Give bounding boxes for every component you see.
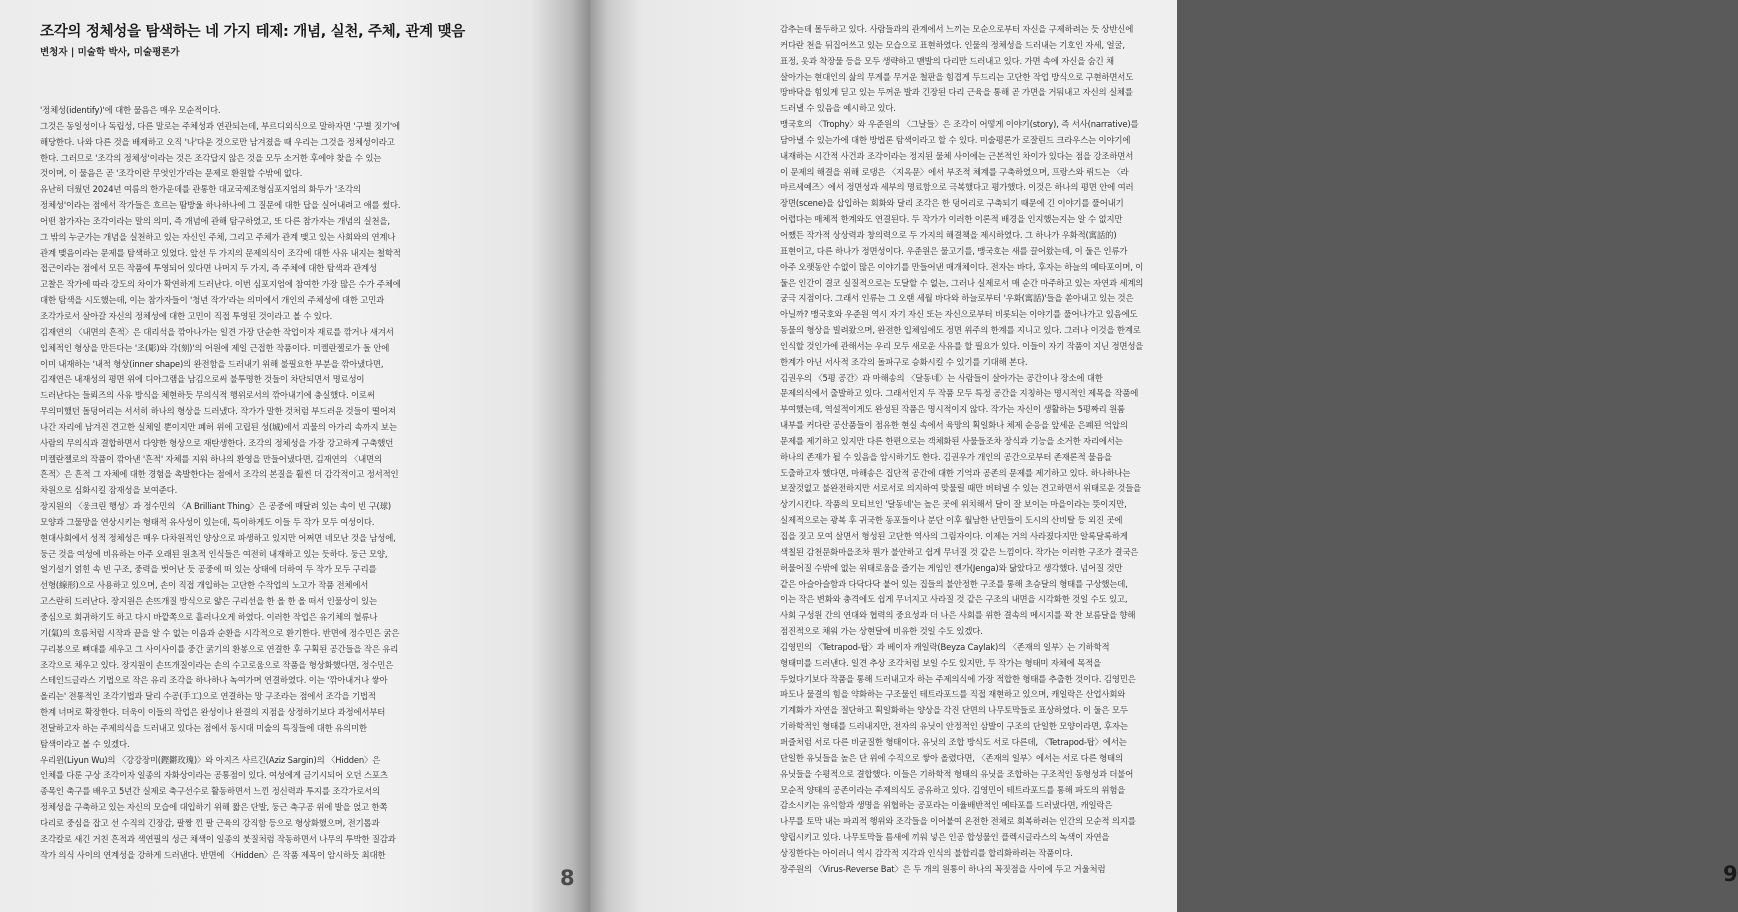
text-line: 그것은 동일성이나 독립성, 다른 말로는 주체성과 연관되는데, 부르디외식으로 말하자면 '구별 짓기'에 (40, 120, 400, 131)
text-line: 종목인 축구를 배우고 5년간 실제로 축구선수로 활동하면서 느낀 정신력과 투지를 조각가로서의 (40, 786, 380, 797)
text-line: 살아가는 현대인의 삶의 무게를 무거운 철판을 힘겹게 두드리는 고단한 작업 방식으로 구현하면서도 (780, 71, 1134, 82)
text-line: 점진적으로 채워 가는 상현달에 비유한 것일 수도 있겠다. (780, 626, 983, 637)
text-line: 전달하고자 하는 주제의식을 드러내고 있다는 점에서 동시대 미술의 특징들에 대한 유의미한 (40, 722, 367, 733)
text-line: 고스란히 드러난다. 장지원은 손뜨개질 방식으로 얇은 구리선을 한 올 한 올 떠서 인물상이 있는 (40, 596, 377, 607)
text-line: 맹국호의 〈Trophy〉와 우준원의 〈그날들〉은 조각이 어떻게 이야기(story), 즉 서사(narrative)를 (780, 119, 1139, 130)
text-line: 나무를 토막 내는 파괴적 행위와 조각들을 이어붙여 온전한 전체로 회복하려는 인간의 모순적 의지를 (780, 816, 1136, 827)
text-line: 구리봉으로 뼈대를 세우고 그 사이사이를 중간 굵기의 환봉으로 연결한 후 구획된 공간들을 작은 유리 (40, 643, 399, 654)
text-line: 흔적〉은 흔적 그 자체에 대한 경험을 촉발한다는 점에서 조각의 본질을 훨씬 더 감각적이고 정서적인 (40, 469, 399, 480)
text-line: 양립시키고 있다. 나무토막들 틈새에 끼워 넣은 인공 합성물인 플렉시글라스의 녹색이 자연을 (780, 832, 1110, 843)
text-line: 커다란 천을 뒤집어쓰고 있는 모습으로 표현하였다. 인물의 정체성을 드러내는 기호인 자세, 얼굴, (780, 39, 1125, 50)
text-line: 궁극 지점이다. 그래서 인류는 그 오랜 세월 바다와 하늘로부터 '우화(寓話)'들을 쏟아내고 있는 것은 (780, 293, 1134, 304)
text-line: 도출하고자 했다면, 마해송은 집단적 공간에 대한 기억과 공존의 문제를 제기하고 있다. 하나하나는 (780, 467, 1131, 478)
text-line: 김권우의 〈5평 공간〉과 마해송의 〈달동네〉는 사람들이 살아가는 공간이나 장소에 대한 (780, 372, 1103, 383)
page-number-left: 8 (560, 866, 575, 890)
text-line: 장지원의 〈웅크린 행성〉과 정수민의 〈A Brilliant Thing〉은 공중에 매달려 있는 속이 빈 구(球) (40, 501, 391, 512)
text-line: 문제를 제기하고 있지만 다른 한편으로는 객체화된 사물들조차 장식과 기능을 소거한 자리에서는 (780, 435, 1123, 446)
text-line: 해당한다. 나와 다른 것을 배제하고 오직 '나'다운 것으로만 남겨졌을 때 우리는 그것을 정체성이라고 (40, 136, 395, 147)
text-line: 둘은 인간이 결코 실질적으로는 도달할 수 없는, 그러나 실제로서 매 순간 마주하고 있는 자연과 세계의 (780, 277, 1144, 288)
text-line: 한다. 그러므로 '조각의 정체성'이라는 것은 조각답지 않은 것을 모두 소거한 후에야 찾을 수 있는 (40, 152, 382, 163)
text-line: 내부를 커다란 공산품들이 점유한 현실 속에서 육망의 획일화나 체제 순응을 앞세운 은폐된 억압의 (780, 420, 1128, 431)
text-line: '정체성(identify)'에 대한 물음은 매우 모순적이다. (40, 105, 221, 115)
text-line: 둥근 것을 여성에 비유하는 아주 오래된 원초적 인식들은 여전히 내재하고 있는 듯하다. 둥근 모양, (40, 548, 388, 559)
text-line: 기(氣)의 흐름처럼 시작과 끝을 알 수 없는 이음과 순환을 시각적으로 환기한다. 반면에 정수민은 굵은 (40, 627, 400, 638)
text-line: 문제의식에서 출발하고 있다. 그래서인지 두 작품 모두 특정 공간을 지칭하는 명시적인 제목을 작품에 (780, 388, 1139, 399)
text-line: 인체를 다룬 구상 조각이자 일종의 자화상이라는 공통점이 있다. 여성에게 금기시되어 오던 스포츠 (40, 770, 388, 781)
text-line: 차원으로 심화시킬 잠재성을 보여준다. (40, 485, 178, 496)
text-line: 유닛들을 수평적으로 결합했다. 이들은 기하학적 형태의 유닛을 조합하는 구조적인 동형성과 더불어 (780, 768, 1134, 779)
text-line: 얼기설기 얽힌 속 빈 구조, 중력을 벗어난 듯 공중에 떠 있는 상태에 더하여 두 작가 모두 구리를 (40, 564, 377, 575)
right-body-text (780, 22, 1144, 878)
right-page (590, 0, 1738, 912)
text-line: 정체성'이라는 점에서 작가들은 흐르는 땀방울 하나하나에 그 질문에 대한 답을 실어내려고 애를 썼다. (40, 200, 401, 211)
text-line: 모순적 양태의 공존이라는 주제의식도 공유하고 있다. 김영민이 테트라포드를 통해 파도의 위험을 (780, 784, 1126, 795)
text-line: 어떤 참가자는 조각이라는 말의 의미, 즉 개념에 관해 탐구하였고, 또 다른 참가자는 개념의 실천을, (40, 215, 390, 226)
author-byline: 변청자 | 미술학 박사, 미술평론가 (40, 47, 180, 58)
text-line: 표정, 옷과 착장물 등을 모두 생략하고 맨발의 다리만 드러내고 있다. 가면 속에 자신을 숨긴 채 (780, 55, 1114, 66)
text-line: 감추는데 몰두하고 있다. 사람들과의 관계에서 느끼는 모순으로부터 자신을 구제하려는 듯 상반신에 (780, 24, 1134, 34)
text-line: 작가 의식 사이의 연계성을 강하게 드러낸다. 반면에 〈Hidden〉은 작품 제목이 암시하듯 최대한 (40, 849, 386, 860)
text-line: 어쨌든 작가적 상상력과 창의력으로 두 가지의 해결책을 제시하였다. 그 하나가 우화적(寓話的) (780, 229, 1117, 240)
article-title: 조각의 정체성을 탐색하는 네 가지 테제: 개념, 실천, 주체, 관계 맺음 (40, 24, 465, 40)
text-line: 형태미를 드러낸다. 일견 추상 조각처럼 보일 수도 있지만, 두 작가는 형태미 자체에 목적을 (780, 657, 1102, 668)
text-line: 한계가 아닌 서사적 조각의 돌파구로 승화시킬 수 있기를 기대해 본다. (780, 356, 1028, 367)
text-line: 파도나 물결의 힘을 약화하는 구조물인 테트라포드를 직접 재현하고 있으며, 캐일락은 산업사회와 (780, 689, 1126, 700)
text-line: 조각으로 채우고 있다. 장지원이 손뜨개질이라는 손의 수고로움으로 작품을 형상화했다면, 정수민은 (40, 659, 394, 670)
text-line: 같은 아슬아슬함과 다닥다닥 붙어 있는 집들의 불안정한 구조를 통해 초승달의 형태를 구상했는데, (780, 578, 1128, 589)
text-line: 하나의 존재가 될 수 있음을 암시하기도 한다. 김권우가 개인의 공간으로부터 존재론적 물음을 (780, 451, 1112, 462)
text-line: 이는 작은 변화와 충격에도 쉽게 무너지고 사라질 것 같은 구조의 내면을 시각화한 것일 수도 있고, (780, 594, 1128, 605)
text-line: 중심으로 회귀하기도 하고 다시 바깥쪽으로 흩러나오게 하였다. 이러한 작업은 유기체의 혈류나 (40, 612, 378, 622)
text-line: 나간 자리에 남겨진 견고한 실체일 뿐이지만 폐허 위에 고립된 성(城)에서 괴물의 아가리 속까지 보는 (40, 421, 397, 432)
text-line: 무의미했던 돌덩어리는 서서히 하나의 형상을 드러냈다. 작가가 말한 것처럼 부드러운 것들이 떨어져 (40, 406, 396, 417)
text-line: 고찰은 작가에 따라 강도의 차이가 확연하게 드러난다. 이번 심포지엄에 참여한 가장 많은 수가 주체에 (40, 279, 401, 290)
text-line: 퍼즐처럼 서로 다른 비균질한 형태이다. 유닛의 조합 방식도 서로 다른데, 〈Tetrapod-탑〉에서는 (780, 736, 1127, 747)
text-line: 표현이고, 다른 하나가 정면성이다. 우준원은 물고기를, 맹국호는 새를 끌어왔는데, 이 둘은 인류가 (780, 245, 1128, 256)
text-line: 대한 탐색을 시도했는데, 이는 참가자들이 '청년 작가'라는 의미에서 개인의 주체성에 대한 고민과 (40, 295, 385, 306)
text-line: 아주 오랫동안 수없이 많은 이야기를 만들어낸 매개체이다. 전자는 바다, 후자는 하늘의 메타포이며, 이 (780, 261, 1144, 272)
text-line: 인식할 것인가에 관해서는 우리 모두 새로운 사유를 할 필요가 있다. 이들이 자기 작품이 지닌 정면성을 (780, 340, 1144, 351)
text-line: 기계화가 자연을 절단하고 획일화하는 양상을 각진 단면의 나무토막들로 표상하였다. 이 둘은 모두 (780, 705, 1128, 716)
text-line: 한계 너머로 확장한다. 더욱이 이들의 작업은 완성이나 완결의 지점을 상정하기보다 과정에서부터 (40, 707, 386, 718)
text-line: 허물어질 수밖에 없는 위태로움을 즐기는 게임인 젠가(Jenga)와 닮았다고 생각했다. 넘어질 것만 (780, 562, 1123, 573)
left-page (0, 0, 590, 912)
text-line: 관계 맺음이라는 문제를 탐색하고 있었다. 앞선 두 가지의 문제의식이 조각에 대한 사유 내지는 철학적 (40, 247, 401, 258)
text-line: 우리윈(Liyun Wu)의 〈강강장미(鏗鏘玫瑰)〉와 아지즈 사르긴(Aziz Sargin)의 〈Hidden〉은 (40, 754, 381, 765)
text-line: 보잘것없고 불완전하지만 서로서로 의지하여 맞물릴 때만 버텨낼 수 있는 견고하면서 위태로운 것들을 (780, 483, 1142, 494)
left-body-text (40, 103, 560, 864)
text-line: 동물의 형상을 빌려왔으며, 완전한 입체임에도 정면 위주의 한계를 지니고 있다. 그러나 이것을 한계로 (780, 325, 1141, 336)
text-line: 드러낼 수 있음을 예시하고 있다. (780, 103, 896, 114)
text-line: 색칠된 감천문화마을조차 뭔가 불안하고 쉽게 무너질 것 같은 느낌이다. 작가는 이러한 구조가 결국은 (780, 546, 1139, 557)
text-line: 선형(線形)으로 사용하고 있으며, 손이 직접 개입하는 고단한 수작업의 노고가 작품 전체에서 (40, 580, 369, 591)
text-line: 이미 내재하는 '내적 형상(inner shape)의 완전함을 드러내기 위해 불필요한 부분을 깎아냈다면, (40, 358, 384, 369)
text-line: 유난히 더웠던 2024년 여름의 한가운데를 관통한 대교국제조형심포지엄의 화두가 '조각의 (40, 184, 361, 195)
text-line: 기하학적인 형태를 드러내지만, 전자의 유닛이 안정적인 삼발이 구조의 단일한 모양이라면, 후자는 (780, 721, 1128, 732)
text-line: 탐색이라고 볼 수 있겠다. (40, 738, 130, 749)
text-line: 상징한다는 아이러니 역시 감각적 지각과 인식의 불합리를 합리화하려는 작품이다. (780, 847, 1073, 858)
text-line: 땅바닥을 힘있게 딛고 있는 두꺼운 발과 긴장된 다리 근육을 통해 곧 가면을 거둬내고 자신의 실체를 (780, 87, 1133, 98)
text-line: 올리는' 전통적인 조각기법과 달리 수공(手工)으로 연결하는 망 구조라는 점에서 조각을 기법적 (40, 691, 376, 702)
text-line: 사회 구성원 간의 연대와 협력의 중요성과 더 나은 사회를 위한 결속의 메시지를 꽉 찬 보름달을 향해 (780, 610, 1136, 621)
text-line: 내재하는 시간적 사건과 조각이라는 정지된 물체 사이에는 근본적인 차이가 있다는 점을 강조하면서 (780, 150, 1134, 161)
text-line: 드러난다는 들뢰즈의 사유 방식을 체현하듯 무의식적 행위로서의 깎아내기에 충실했다. 이로써 (40, 390, 375, 401)
text-line: 감소시키는 유익함과 생명을 위협하는 공포라는 이율배반적인 메타포를 드러냈다면, 캐일락은 (780, 800, 1113, 811)
text-line: 부여했는데, 역설적이게도 완성된 작품은 명시적이지 않다. 작가는 자신이 생활하는 5평짜리 원룸 (780, 404, 1125, 415)
text-line: 입체적인 형상을 만든다는 '조(彫)와 각(刻)'의 어원에 제일 근접한 작품이다. 미켈란젤로가 돌 안에 (40, 342, 390, 353)
text-line: 집을 짓고 모여 살면서 형성된 고단한 역사의 그림자이다. 이제는 거의 사라졌다지만 알록달록하게 (780, 531, 1128, 541)
text-line: 이 문제의 해결을 위해 로댕은 〈지옥문〉에서 부조적 체계를 구축하였으며, 프랑스와 뤼드는 〈라 (780, 166, 1129, 177)
text-line: 모양과 그물망을 연상시키는 형태적 유사성이 있는데, 특이하게도 이들 두 작가 모두 여성이다. (40, 516, 375, 527)
text-line: 조각칼로 새긴 거친 흔적과 색연필의 성근 채색이 일종의 붓질처럼 작동하면서 나무의 투박한 질감과 (40, 833, 396, 844)
text-line: 김영민의 〈Tetrapod-탑〉과 베이자 캐일락(Beyza Caylak)의 〈존재의 일부〉는 기하학적 (780, 641, 1110, 652)
text-line: 단일한 유닛들을 높은 단 위에 수직으로 쌓아 올렸다면, 〈존재의 일부〉에서는 서로 다른 형태의 (780, 752, 1123, 763)
text-line: 담아낼 수 있는가에 대한 방법론 탐색이라고 할 수 있다. 미술평론가 로잘린드 크라우스는 이야기에 (780, 134, 1131, 145)
text-line: 장면(scene)을 삽입하는 회화와 달리 조각은 한 덩어리로 구축되기 때문에 긴 이야기를 풀어내기 (780, 198, 1124, 209)
text-line: 스테인드글라스 기법으로 작은 유리 조각을 하나하나 녹여가며 연결하였다. 이는 '깎아내거나 쌓아 (40, 675, 388, 686)
text-line: 것이며, 이 물음은 곧 '조각이란 무엇인가'라는 문제로 환원할 수밖에 없다. (40, 168, 303, 179)
text-line: 다리로 중심을 잡고 선 수직의 긴장감, 팔짱 낀 팔 근육의 강직함 등으로 형상화했으며, 전기톱과 (40, 817, 380, 828)
text-line: 두었다기보다 작품을 통해 드러내고자 하는 주제의식에 가장 적합한 형태를 추출한 것이다. 김영민은 (780, 673, 1136, 684)
text-line: 현대사회에서 성적 정체성은 매우 다차원적인 양상으로 파생하고 있지만 어쩌면 네모난 것을 남성에, (40, 532, 396, 543)
text-line: 정체성을 구축하고 있는 자신의 모습에 대입하기 위해 짧은 단발, 둥근 축구공 위에 발을 얹고 한쪽 (40, 802, 388, 813)
text-line: 상기시킨다. 작품의 모티브인 '달동네'는 높은 곳에 위치해서 달이 잘 보이는 마을이라는 뜻이지만, (780, 499, 1127, 510)
text-line: 접근이라는 점에서 모든 작품에 투영되어 있다면 나머지 두 가지, 즉 주체에 대한 탐색과 관계성 (40, 263, 377, 274)
text-line: 장주원의 〈Virus-Reverse Bat〉은 두 개의 원통이 하나의 꼭짓점을 사이에 두고 거울처럼 (780, 863, 1106, 874)
text-line: 아닐까? 맹국호와 우준원 역시 자기 자신 또는 자신으로부터 비롯되는 이야기를 풀어나가고 있음에도 (780, 309, 1138, 320)
text-line: 마르세예즈〉에서 정면성과 세부의 명료함으로 극복했다고 평가했다. 이것은 하나의 평면 안에 여러 (780, 182, 1134, 193)
text-line: 그 밖의 누군가는 개념을 실천하고 있는 자신인 주체, 그리고 주체가 관계 맺고 있는 사회와의 연계나 (40, 231, 396, 242)
text-line: 어렵다는 매체적 한계와도 연결된다. 두 작가가 이러한 이론적 배경을 인지했는지는 알 수 없지만 (780, 214, 1123, 225)
text-line: 사람의 무의식과 결합하면서 다양한 형상으로 재탄생한다. 조각의 정체성을 가장 강고하게 구축했던 (40, 437, 394, 448)
text-line: 실제적으로는 광복 후 귀국한 동포들이나 분단 이후 월남한 난민들이 도시의 산비탈 등 외진 곳에 (780, 515, 1123, 526)
page-number-right: 9 (1723, 862, 1738, 886)
text-line: 김재연의 〈내면의 흔적〉은 대리석을 깎아나가는 일견 가장 단순한 작업이자 재료를 깎거나 새겨서 (40, 326, 394, 337)
text-line: 김재연은 내재성의 평면 위에 디아그램을 남김으로써 불투명한 것들이 차단되면서 명료성이 (40, 374, 365, 385)
text-line: 조각가로서 살아갈 자신의 정체성에 대한 고민이 직접 투영된 것이라고 볼 수 있다. (40, 310, 333, 321)
text-line: 미켈란젤로의 작품이 깎아낸 '흔적' 자체를 지워 하나의 환영을 만들어냈다면, 김재연의 〈내면의 (40, 453, 382, 464)
